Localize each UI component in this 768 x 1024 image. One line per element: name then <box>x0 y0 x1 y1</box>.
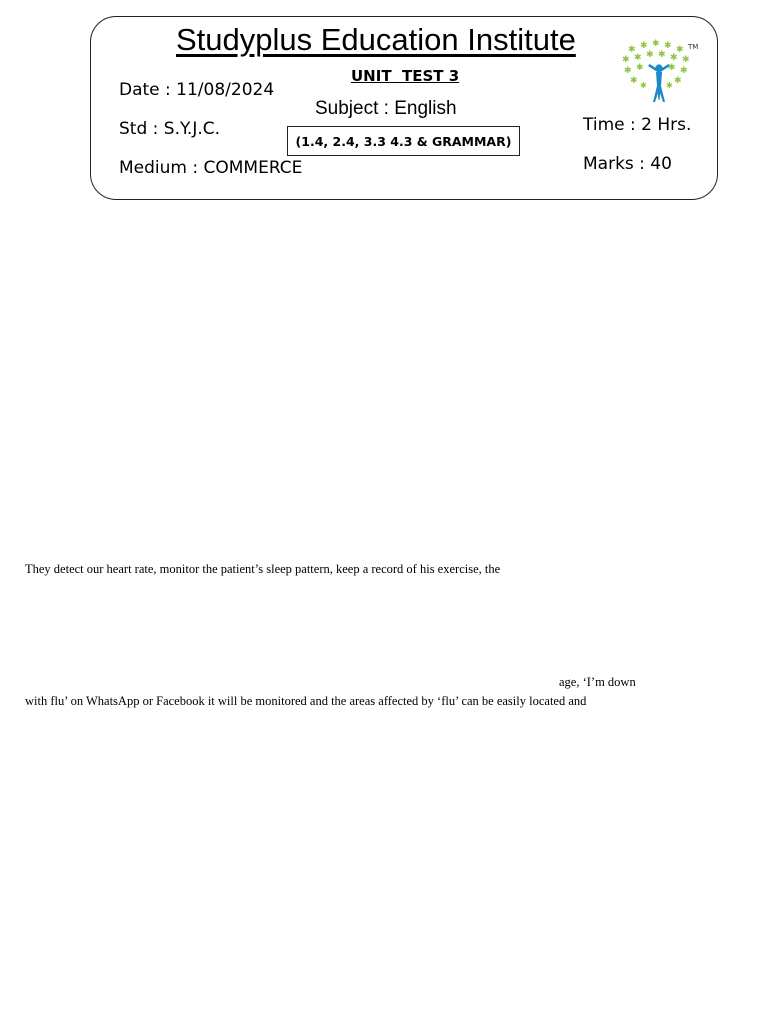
svg-text:✱: ✱ <box>680 66 688 76</box>
trademark-label: TM <box>688 43 699 51</box>
institute-name: Studyplus Education Institute <box>176 22 576 57</box>
svg-text:✱: ✱ <box>636 63 644 73</box>
svg-text:✱: ✱ <box>666 81 673 90</box>
chapters-box <box>287 126 520 156</box>
date-field: Date : 11/08/2024 <box>119 80 275 100</box>
std-field: Std : S.Y.J.C. <box>119 119 221 139</box>
svg-text:✱: ✱ <box>622 55 630 65</box>
body-text-line-1: They detect our heart rate, monitor the patient’s sleep pattern, keep a record of his exercise, the <box>25 562 501 576</box>
svg-text:✱: ✱ <box>668 63 676 73</box>
tree-person-logo-icon <box>618 38 702 113</box>
svg-text:✱: ✱ <box>640 81 647 90</box>
time-field: Time : 2 Hrs. <box>583 115 692 135</box>
svg-text:✱: ✱ <box>634 53 642 63</box>
svg-text:✱: ✱ <box>682 55 690 65</box>
marks-field: Marks : 40 <box>583 154 672 174</box>
svg-text:✱: ✱ <box>646 50 654 60</box>
medium-field: Medium : COMMERCE <box>119 158 303 178</box>
svg-text:✱: ✱ <box>664 41 672 51</box>
svg-text:✱: ✱ <box>676 45 684 55</box>
body-text-line-2: age, ‘I’m down <box>559 675 636 689</box>
svg-text:✱: ✱ <box>674 76 682 86</box>
svg-text:✱: ✱ <box>658 50 666 60</box>
chapters-label: (1.4, 2.4, 3.3 4.3 & GRAMMAR) <box>295 133 512 149</box>
svg-text:✱: ✱ <box>670 53 678 63</box>
svg-text:✱: ✱ <box>624 66 632 76</box>
svg-text:✱: ✱ <box>652 39 660 49</box>
svg-text:✱: ✱ <box>640 41 648 51</box>
svg-text:✱: ✱ <box>630 76 638 86</box>
svg-text:✱: ✱ <box>628 45 636 55</box>
subject-field: Subject : English <box>315 98 457 119</box>
body-text-line-3: with flu’ on WhatsApp or Facebook it will be monitored and the areas affected by ‘flu’ can be easily located and <box>25 694 587 708</box>
test-title: UNIT TEST 3 <box>351 67 460 85</box>
